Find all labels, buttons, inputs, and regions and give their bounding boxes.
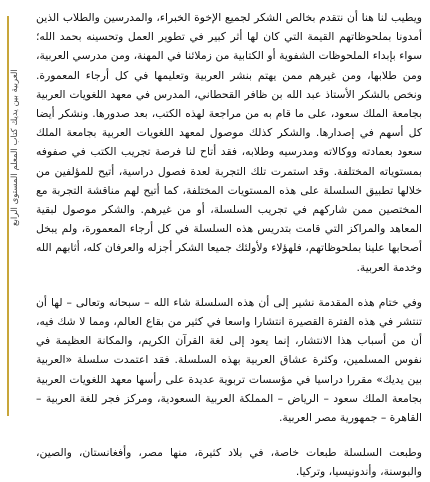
- paragraph-2: وفي ختام هذه المقدمة نشير إلى أن هذه السلسلة شاء الله – سبحانه وتعالى – لها أن تنتشر في هذه الفترة القصيرة انتشارا واسعا في كثير من بقاع العالم، ومما لا شك فيه، أن من أسباب هذا الانتشار، إنما يعود إلى لغة القرآن الكريم، والمكانة العظيمة في نفوس المسلمين، وكثرة عشاق العربية بهذه السلسلة. فقد اعتمدت سلسلة «العربية بين يديك» مقررا دراسيا في مؤسسات تربوية عديدة على رأسها معهد اللغويات العربية بجامعة الملك سعود – الرياض – المملكة العربية السعودية، ومركز فجر للغة العربية – القاهرة – جمهورية مصر العربية.: [36, 295, 422, 425]
- paragraph-3: وطبعت السلسلة طبعات خاصة، في بلاد كثيرة، منها مصر، وأفغانستان، والصين، والبوسنة، وأندونيسيا، وتركيا.: [36, 446, 422, 479]
- side-divider-line: [7, 16, 9, 416]
- paragraph-1: ويطيب لنا هنا أن نتقدم بخالص الشكر لجميع الإخوة الخبراء، والمدرسين والطلاب الذين أمدونا بملحوظاتهم القيمة التي كان لها أثر كبير في تطوير العمل وتحسينه بحمد الله؛ سواء بإبداء الملحوظات الشفوية أو الكتابية من زملائنا في المهنة، ومن مدرسي العربية، ومن طلابها، ومن غيرهم ممن يهتم بنشر العربية وتعليمها في كل أرجاء المعمورة. ونخص بالشكر الأستاذ عبد الله بن ظافر القحطاني، المدرس في معهد اللغويات العربية بجامعة الملك سعود، على ما قام به من مراجعة لهذه الكتب، بعد صدورها. ونشكر أيضا كل أسهم في إصدارها. والشكر كذلك موصول لمعهد اللغويات العربية بجامعة الملك سعود بعمادته ووكالاته ومدرسيه وطلابه، فقد أتاح لنا فرصة تجريب الكتب في صفوفه بمستوياته المختلفة. وقد استمرت تلك التجربة لعدة فصول دراسية، أتيح للمؤلفين من خلالها تطبيق السلسلة على هذه المستويات المختلفة، كما أتيح لهم مناقشة التجربة مع المختصين ممن شاركهم في تجريب السلسلة، أو من غيرهم. والشكر موصول لبقية المعاهد والمراكز التي قامت بتدريس هذه السلسلة في كل أرجاء المعمورة، ولم يبخل أصحابها علينا بملحوظاتهم، فلهؤلاء ولأولئك جميعا الشكر أجزله والعرفان كله، أثابهم الله وخدمة العربية.: [36, 11, 422, 274]
- side-margin: [0, 16, 34, 416]
- document-body: [36, 8, 422, 479]
- side-running-header: العربية بين يديك كتاب المعلم المستوى الرابع: [10, 69, 20, 226]
